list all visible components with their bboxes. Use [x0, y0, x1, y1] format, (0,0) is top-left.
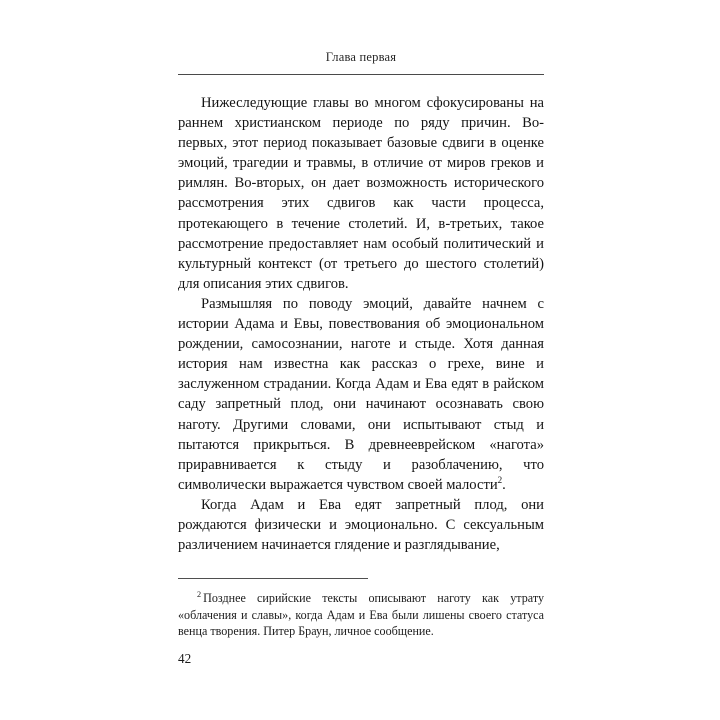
footnote-block	[178, 578, 544, 640]
footnote-reference-marker[interactable]: 2	[497, 474, 503, 485]
footnote	[178, 590, 544, 640]
paragraph: Когда Адам и Ева едят запретный плод, они рождаются физически и эмоционально. С сексуальным различением начинается глядение и разглядывание,	[178, 496, 544, 554]
footnote-number: 2	[197, 589, 202, 599]
paragraph: Нижеследующие главы во многом сфокусированы на раннем христианском периоде по ряду причин. Во-первых, этот период показывает базовые сдвиги в оценке эмоций, трагедии и травмы, в отличие от миров греков и римлян. Во-вторых, он дает возможность исторического рассмотрения этих сдвигов как части процесса, протекающего в течение столетий. И, в-третьих, такое рассмотрение предоставляет нам особый политический и культурный контекст (от третьего до шестого столетий) для описания этих сдвигов.	[178, 95, 544, 292]
paragraph: Размышляя по поводу эмоций, давайте начнем с истории Адама и Евы, повествования об эмоциональном рождении, самосознании, наготе и стыде. Хотя данная история нам известна как рассказ о грехе, вине и заслуженном страдании. Когда Адам и Ева едят в райском саду запретный плод, они начинают осознавать свою наготу. Другими словами, они испытывают стыд и пытаются прикрыться. В древнееврейском «нагота» приравнивается к стыду и разоблачению, что символически выражается чувством своей малости$^2$.	[178, 295, 544, 493]
paragraph-text: Размышляя по поводу эмоций, давайте начнем с истории Адама и Евы, повествования об эмоциональном рождении, самосознании, наготе и стыде. Хотя данная история нам известна как рассказ о грехе, вине и заслуженном страдании. Когда Адам и Ева едят в райском саду запретный плод, они начинают осознавать свою наготу. Другими словами, они испытывают стыд и пытаются прикрыться. В древнееврейском «нагота» приравнивается к стыду и разоблачению, что символически выражается чувством своей малости	[178, 295, 544, 493]
footnote-text: Позднее сирийские тексты описывают наготу как утрату «облачения и славы», когда Адам и Ева были лишены своего статуса венца творения. Питер Браун, личное сообщение.	[178, 591, 544, 639]
header-divider	[178, 74, 544, 75]
page-number: 42	[178, 651, 192, 666]
footnote-divider	[178, 578, 368, 579]
page-content-column	[178, 0, 544, 555]
body-text	[178, 93, 544, 555]
running-head: Глава первая	[325, 50, 397, 64]
